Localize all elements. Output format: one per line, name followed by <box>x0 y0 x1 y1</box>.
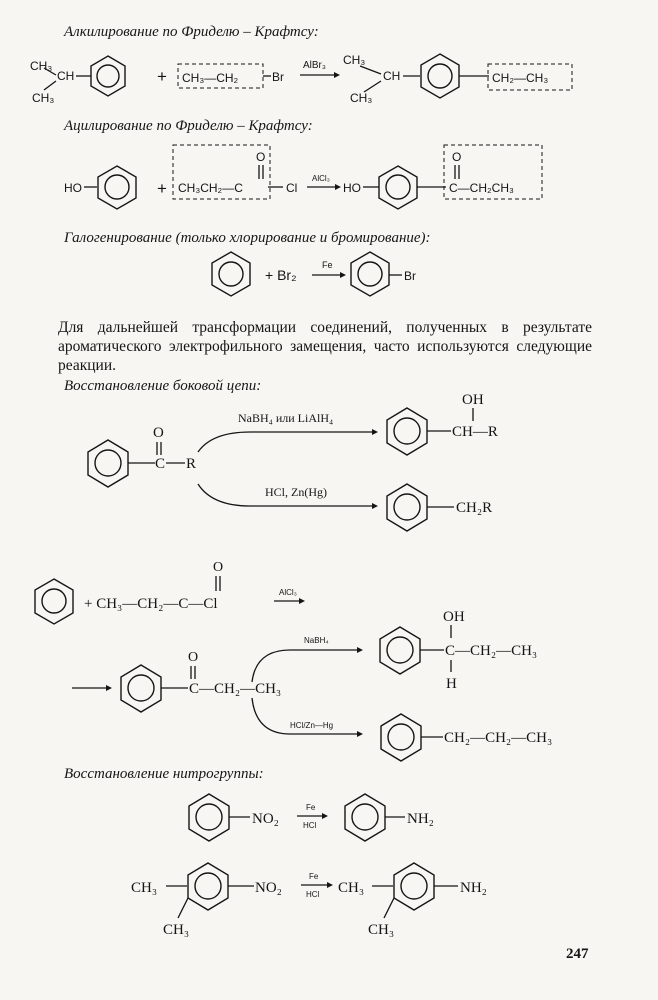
aromatic-circle <box>401 873 427 899</box>
arrow-upper <box>252 650 357 682</box>
heading-halogenation: Галогенирование (только хлорирование и бромирование): <box>64 230 431 246</box>
plus-sign: + <box>157 67 167 86</box>
catalyst-fe: Fe <box>322 260 333 270</box>
example-reagent: + CH₃—CH₂—C—Cl <box>84 596 218 612</box>
product-br: Br <box>404 269 416 283</box>
product-chain: C—CH₂CH₃ <box>449 181 514 195</box>
aromatic-circle <box>128 675 154 701</box>
catalyst-fe-2: Fe <box>309 872 319 881</box>
alcohol-chain: C—CH₂—CH₃ <box>445 643 538 659</box>
xylene-ch3-left: CH₃ <box>131 880 158 896</box>
aromatic-circle <box>352 804 378 830</box>
aromatic-circle <box>358 262 382 286</box>
benzene-ring <box>351 252 389 296</box>
aromatic-circle <box>95 450 121 476</box>
benzene-ring <box>381 714 421 761</box>
product-oxygen: O <box>452 150 462 164</box>
heading-acylation: Ацилирование по Фриделю – Крафтсу: <box>64 118 313 134</box>
catalyst-alcl3: AlCl₃ <box>279 588 297 597</box>
aromatic-circle <box>195 873 221 899</box>
product-ch2r: CH₂R <box>456 500 493 516</box>
heading-side-chain: Восстановление боковой цепи: <box>64 378 262 394</box>
benzene-ring <box>121 665 161 712</box>
benzene-ring <box>88 440 128 487</box>
xylidine-nh2: NH₂ <box>460 880 487 896</box>
benzene-ring <box>189 794 229 841</box>
benzene-ring <box>387 484 427 531</box>
benzene-ring <box>91 56 125 96</box>
benzene-ring <box>421 54 459 98</box>
benzene-ring <box>212 252 250 296</box>
aromatic-circle <box>386 175 410 199</box>
amine-nh2: NH₂ <box>407 811 434 827</box>
acyl-ho: HO <box>64 181 82 195</box>
aromatic-circle <box>219 262 243 286</box>
propylbenzene-chain: CH₂—CH₂—CH₃ <box>444 730 553 746</box>
nitro-scheme <box>0 788 658 938</box>
aromatic-circle <box>387 637 413 663</box>
alkyl-reagent: CH₃—CH₂ <box>182 71 239 85</box>
ketone-chain: C—CH₂—CH₃ <box>189 681 282 697</box>
catalyst-fe: Fe <box>306 803 316 812</box>
plus-sign: + <box>157 179 167 198</box>
heading-nitro: Восстановление нитрогруппы: <box>64 766 264 782</box>
alkyl-ch3-bottom: CH₃ <box>32 91 55 105</box>
reagent-hcl-zn: HCl, Zn(Hg) <box>265 485 327 499</box>
product-oh: OH <box>462 392 484 408</box>
product-ho: HO <box>343 181 361 195</box>
product-ch3-top: CH₃ <box>343 53 366 67</box>
reagent-hcl-zn-hg: HCl/Zn—Hg <box>290 721 334 730</box>
xylidine-ch3-left: CH₃ <box>338 880 365 896</box>
product-ch3-bottom: CH₃ <box>350 91 373 105</box>
benzene-ring <box>379 166 417 209</box>
alkyl-ch: CH <box>57 69 75 83</box>
nitro-no2: NO₂ <box>252 811 279 827</box>
alcohol-oh: OH <box>443 609 465 625</box>
aromatic-circle <box>394 494 420 520</box>
example-scheme <box>0 552 658 760</box>
reagent-nabh4: NaBH₄ или LiAlH₄ <box>238 411 334 425</box>
aromatic-circle <box>105 175 129 199</box>
product-chain: CH₂—CH₃ <box>492 71 549 85</box>
benzene-ring <box>35 579 73 624</box>
alkyl-br: Br <box>272 70 284 84</box>
plus-br2: + Br₂ <box>265 267 297 283</box>
benzene-ring <box>394 863 434 910</box>
page-number: 247 <box>566 946 589 962</box>
benzene-ring <box>380 627 420 674</box>
side-chain-scheme <box>0 388 658 528</box>
sc-r: R <box>186 456 197 472</box>
catalyst-albr3: AlBr₃ <box>303 60 326 71</box>
sc-carbon: C <box>155 456 166 472</box>
reagent-nabh4: NaBH₄ <box>304 636 329 645</box>
heading-alkylation: Алкилирование по Фриделю – Крафтсу: <box>64 24 319 40</box>
alkylation-scheme <box>0 44 658 110</box>
catalyst-alcl3: AlCl₃ <box>312 174 330 183</box>
catalyst-hcl: HCl <box>303 821 317 830</box>
sc-oxygen: O <box>153 425 164 441</box>
alkyl-ch3-top: CH₃ <box>30 59 53 73</box>
body-paragraph: Для дальнейшей трансформации соединений, полученных в результате ароматического электрофильного замещения, часто используются следующие реакции. <box>58 319 592 374</box>
product-ch: CH <box>383 69 401 83</box>
acyl-oxygen: O <box>256 150 266 164</box>
aromatic-circle <box>97 65 119 87</box>
ketone-oxygen: O <box>188 650 199 665</box>
aromatic-circle <box>394 418 420 444</box>
benzene-ring <box>98 166 136 209</box>
halogenation-scheme <box>0 248 658 306</box>
aromatic-circle <box>388 724 414 750</box>
acyl-cl: Cl <box>286 181 298 195</box>
benzene-ring <box>188 863 228 910</box>
benzene-ring <box>345 794 385 841</box>
xylidine-ch3-below: CH₃ <box>368 922 395 938</box>
alcohol-h: H <box>446 676 457 692</box>
example-oxygen: O <box>213 560 224 575</box>
aromatic-circle <box>196 804 222 830</box>
arrow-upper <box>198 432 372 452</box>
xylene-no2: NO₂ <box>255 880 282 896</box>
acylation-scheme <box>0 140 658 214</box>
aromatic-circle <box>428 64 452 88</box>
product-ch-r: CH—R <box>452 424 498 440</box>
aromatic-circle <box>42 589 66 613</box>
acyl-chain: CH₃CH₂—C <box>178 181 243 195</box>
xylene-ch3-below: CH₃ <box>163 922 190 938</box>
benzene-ring <box>387 408 427 455</box>
catalyst-hcl-2: HCl <box>306 890 320 899</box>
